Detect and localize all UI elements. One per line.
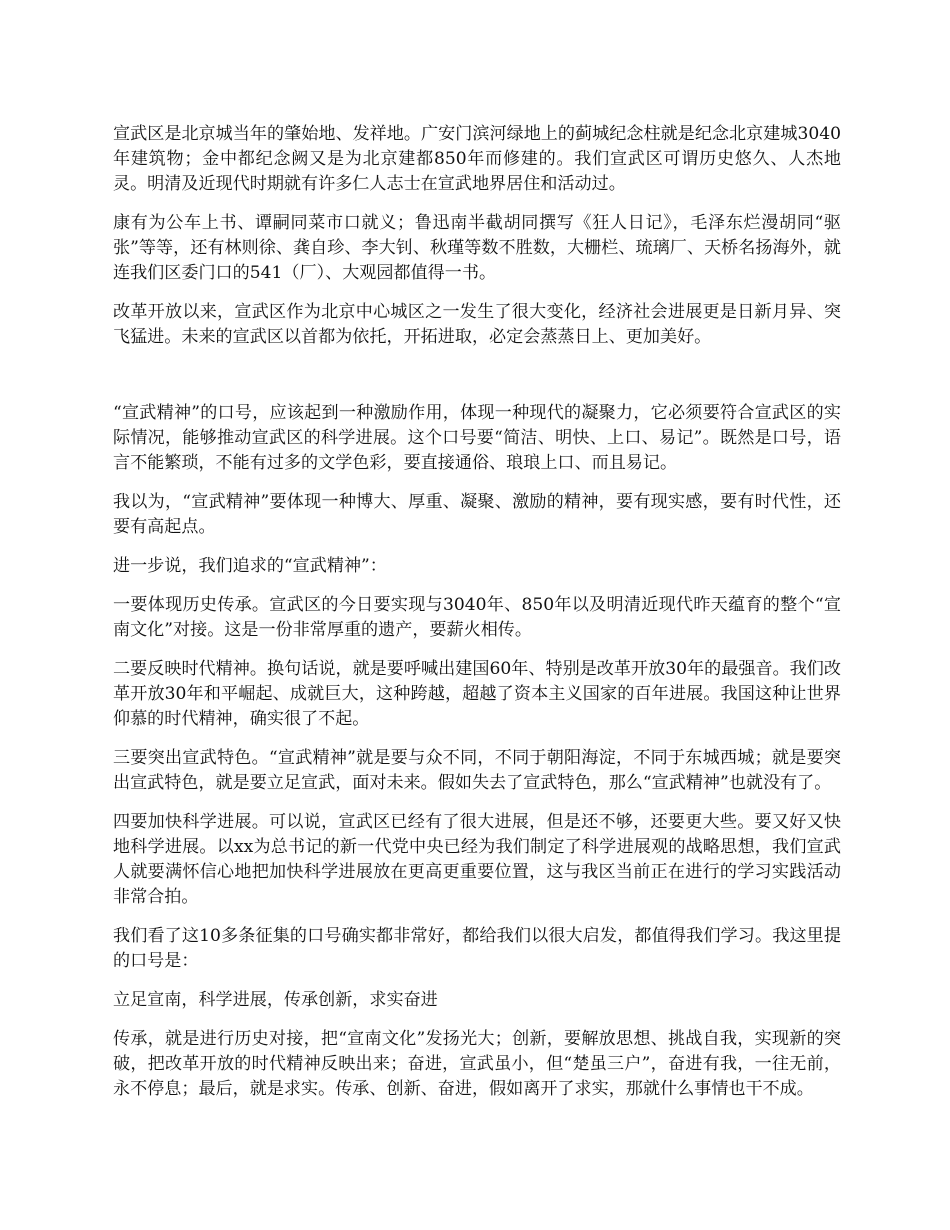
paragraph: 进一步说，我们追求的“宣武精神”： bbox=[113, 556, 387, 576]
section-gap bbox=[113, 364, 841, 401]
paragraph: 一要体现历史传承。宣武区的今日要实现与3040年、850年以及明清近现代昨天蕴育的整个“宣南文化”对接。这是一份非常厚重的遗产，要薪火相传。 bbox=[113, 595, 841, 640]
paragraph: 康有为公车上书、谭嗣同菜市口就义；鲁迅南半截胡同撰写《狂人日记》，毛泽东烂漫胡同“驱张”等等，还有林则徐、龚自珍、李大钊、秋瑾等数不胜数，大栅栏、琉璃厂、天桥名扬海外，就连我们区委门口的541（厂）、大观园都值得一书。 bbox=[113, 213, 841, 283]
paragraph: 四要加快科学进展。可以说，宣武区已经有了很大进展，但是还不够，还要更大些。要又好又快地科学进展。以xx为总书记的新一代党中央已经为我们制定了科学进展观的战略思想，我们宣武人就要满怀信心地把加快科学进展放在更高更重要位置，这与我区当前正在进行的学习实践活动非常合拍。 bbox=[113, 812, 841, 907]
paragraph: 二要反映时代精神。换句话说，就是要呼喊出建国60年、特别是改革开放30年的最强音。我们改革开放30年和平崛起、成就巨大，这种跨越，超越了资本主义国家的百年进展。我国这种让世界仰慕的时代精神，确实很了不起。 bbox=[113, 659, 841, 729]
paragraph: 我以为，“宣武精神”要体现一种博大、厚重、凝聚、激励的精神，要有现实感，要有时代性，还要有高起点。 bbox=[113, 492, 841, 537]
paragraph: 传承，就是进行历史对接，把“宣南文化”发扬光大；创新，要解放思想、挑战自我，实现新的突破，把改革开放的时代精神反映出来；奋进，宣武虽小，但“楚虽三户”，奋进有我，一往无前，永不停息；最后，就是求实。传承、创新、奋进，假如离开了求实，那就什么事情也干不成。 bbox=[113, 1029, 841, 1099]
document-page bbox=[113, 122, 841, 1116]
paragraph: “宣武精神”的口号，应该起到一种激励作用，体现一种现代的凝聚力，它必须要符合宣武区的实际情况，能够推动宣武区的科学进展。这个口号要“简洁、明快、上口、易记”。既然是口号，语言不能繁琐，不能有过多的文学色彩，要直接通俗、琅琅上口、而且易记。 bbox=[113, 403, 841, 473]
paragraph: 三要突出宣武特色。“宣武精神”就是要与众不同，不同于朝阳海淀，不同于东城西城；就是要突出宣武特色，就是要立足宣武，面对未来。假如失去了宣武特色，那么“宣武精神”也就没有了。 bbox=[113, 748, 841, 793]
slogan-paragraph: 立足宣南，科学进展，传承创新，求实奋进 bbox=[113, 990, 438, 1010]
paragraph: 改革开放以来，宣武区作为北京中心城区之一发生了很大变化，经济社会进展更是日新月异、突飞猛进。未来的宣武区以首都为依托，开拓进取，必定会蒸蒸日上、更加美好。 bbox=[113, 302, 841, 347]
paragraph: 我们看了这10多条征集的口号确实都非常好，都给我们以很大启发，都值得我们学习。我这里提的口号是： bbox=[113, 926, 841, 971]
paragraph: 宣武区是北京城当年的肇始地、发祥地。广安门滨河绿地上的蓟城纪念柱就是纪念北京建城3040年建筑物；金中都纪念阙又是为北京建都850年而修建的。我们宣武区可谓历史悠久、人杰地灵。明清及近现代时期就有许多仁人志士在宣武地界居住和活动过。 bbox=[113, 124, 841, 194]
